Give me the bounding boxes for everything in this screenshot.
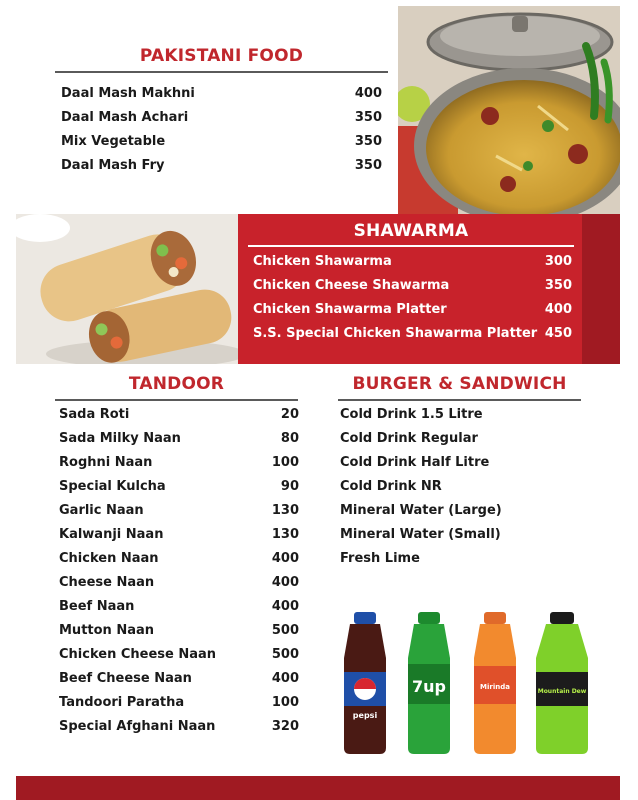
menu-item-price: 90 [280, 479, 299, 494]
menu-item-name: Tandoori Paratha [59, 695, 185, 710]
menu-item-name: Daal Mash Achari [61, 110, 189, 125]
menu-item-price: 350 [354, 134, 382, 149]
menu-item-price: 500 [271, 623, 299, 638]
menu-item-name: Special Kulcha [59, 479, 166, 494]
menu-item-name: Mineral Water (Small) [340, 527, 501, 542]
pakistani-food-heading: PAKISTANI FOOD [139, 46, 304, 66]
menu-item-name: Chicken Cheese Naan [59, 647, 217, 662]
seven-up-bottle [408, 612, 450, 754]
menu-item-name: Mutton Naan [59, 623, 155, 638]
shawarma-heading: SHAWARMA [353, 221, 469, 241]
menu-item-price: 400 [544, 302, 572, 317]
tandoor-heading: TANDOOR [128, 374, 225, 394]
menu-item-price: 400 [354, 86, 382, 101]
menu-item-price: 400 [271, 575, 299, 590]
menu-item-name: Chicken Naan [59, 551, 159, 566]
footer-bar [16, 776, 620, 800]
menu-item-price: 130 [271, 503, 299, 518]
menu-item-name: Chicken Cheese Shawarma [253, 278, 450, 293]
shawarma-photo [16, 214, 238, 364]
mountain-dew-label: Mountain Dew [537, 688, 587, 695]
daal-dish-photo [398, 6, 620, 214]
menu-item-price: 400 [271, 551, 299, 566]
menu-item-name: Roghni Naan [59, 455, 153, 470]
menu-item-price: 80 [280, 431, 299, 446]
pakistani-food-divider [55, 71, 388, 73]
burger-sandwich-divider [338, 399, 581, 401]
menu-item-price: 320 [271, 719, 299, 734]
tandoor-divider [55, 399, 298, 401]
shawarma-panel-edge [582, 214, 620, 364]
menu-item-price: 20 [280, 407, 299, 422]
menu-item-price: 350 [544, 278, 572, 293]
menu-item-price: 100 [271, 455, 299, 470]
menu-item-price: 400 [271, 671, 299, 686]
seven-up-label: 7up [412, 677, 446, 696]
menu-item-price: 100 [271, 695, 299, 710]
menu-item-name: S.S. Special Chicken Shawarma Platter [253, 326, 538, 341]
menu-item-name: Fresh Lime [340, 551, 420, 566]
menu-item-name: Mineral Water (Large) [340, 503, 502, 518]
pepsi-label: pepsi [352, 711, 378, 720]
mirinda-label: Mirinda [480, 683, 510, 691]
menu-item-name: Cheese Naan [59, 575, 155, 590]
burger-sandwich-heading: BURGER & SANDWICH [352, 374, 567, 394]
soft-drinks-photo [332, 598, 602, 758]
menu-item-price: 450 [544, 326, 572, 341]
menu-item-name: Garlic Naan [59, 503, 144, 518]
menu-item-price: 350 [354, 158, 382, 173]
menu-item-name: Daal Mash Makhni [61, 86, 195, 101]
menu-item-name: Sada Milky Naan [59, 431, 181, 446]
menu-item-name: Sada Roti [59, 407, 130, 422]
mountain-dew-bottle [536, 612, 588, 754]
menu-item-name: Cold Drink NR [340, 479, 442, 494]
menu-item-name: Cold Drink Regular [340, 431, 478, 446]
menu-item-price: 400 [271, 599, 299, 614]
menu-item-name: Cold Drink Half Litre [340, 455, 490, 470]
menu-item-price: 500 [271, 647, 299, 662]
menu-item-name: Beef Cheese Naan [59, 671, 192, 686]
menu-item-name: Daal Mash Fry [61, 158, 165, 173]
menu-item-price: 300 [544, 254, 572, 269]
menu-item-price: 350 [354, 110, 382, 125]
pepsi-bottle [344, 612, 386, 754]
menu-item-name: Beef Naan [59, 599, 135, 614]
menu-item-name: Cold Drink 1.5 Litre [340, 407, 483, 422]
menu-item-name: Special Afghani Naan [59, 719, 216, 734]
menu-item-name: Mix Vegetable [61, 134, 166, 149]
menu-item-name: Chicken Shawarma Platter [253, 302, 447, 317]
shawarma-divider [248, 245, 574, 247]
mirinda-bottle [474, 612, 516, 754]
menu-item-price: 130 [271, 527, 299, 542]
menu-item-name: Chicken Shawarma [253, 254, 392, 269]
menu-item-name: Kalwanji Naan [59, 527, 164, 542]
